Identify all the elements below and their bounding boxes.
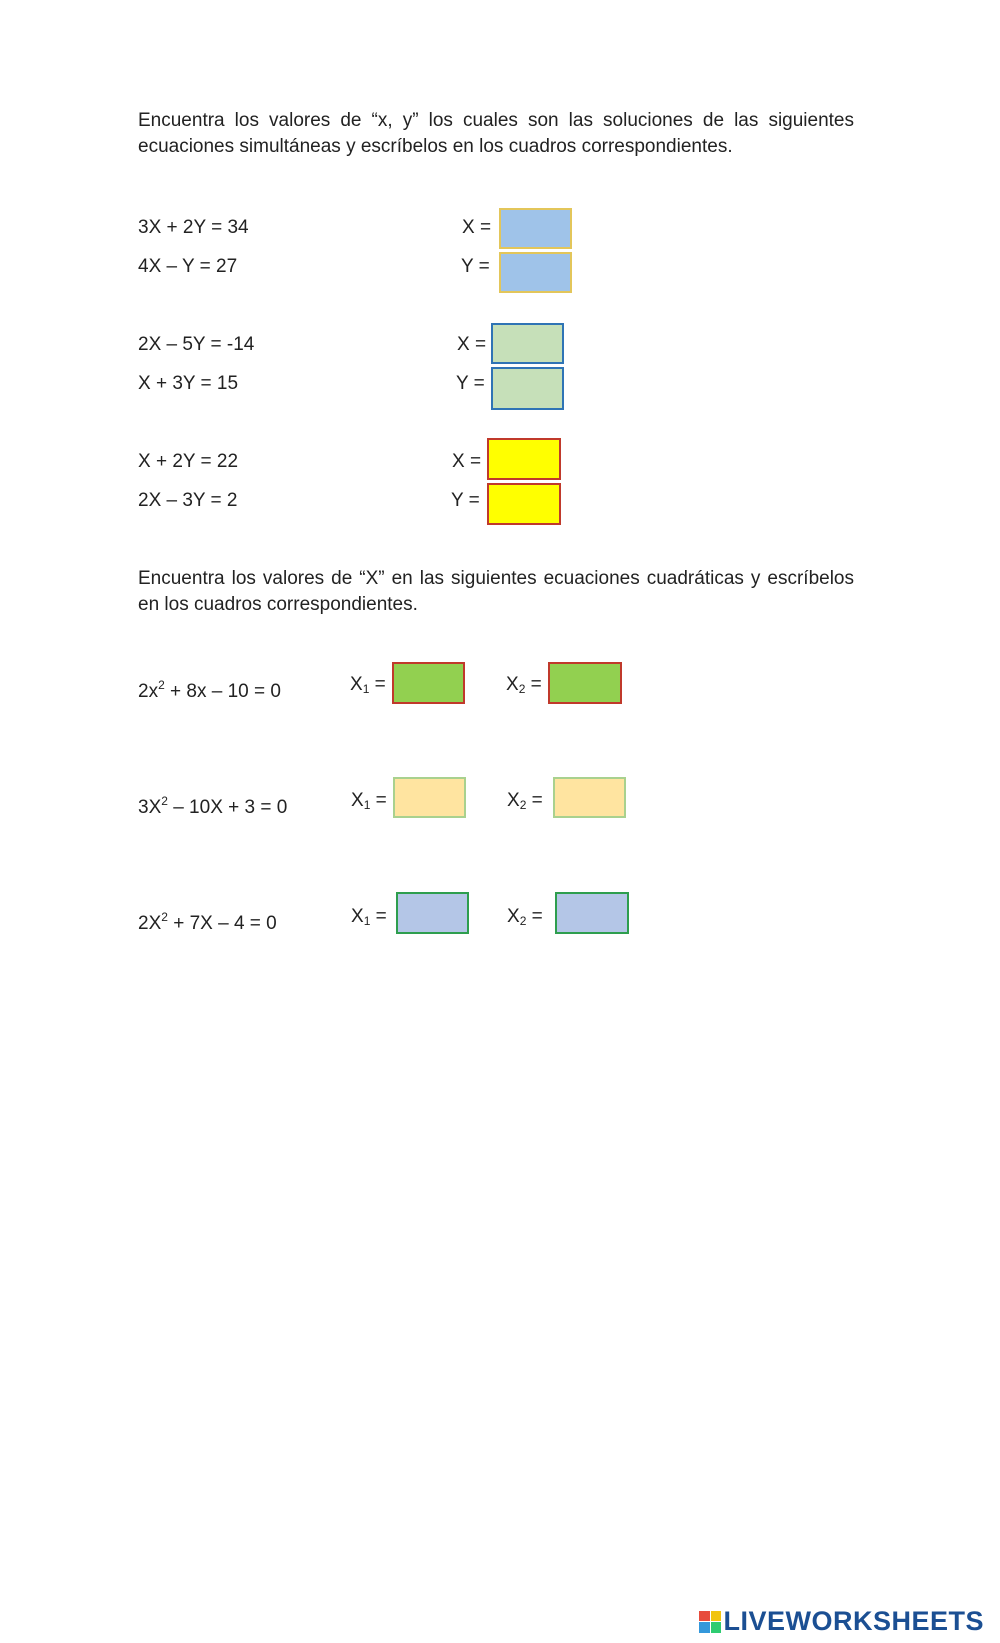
quadratic-equation [138, 905, 277, 936]
instructions-quadratic: Encuentra los valores de “X” en las siguientes ecuaciones cuadráticas y escríbelos en los cuadros correspondientes. [138, 568, 854, 615]
term: – 10X + 3 = 0 [167, 797, 288, 818]
x1-label [351, 789, 387, 817]
answer-box-x1[interactable] [392, 662, 465, 704]
x-base: X [350, 674, 363, 695]
x-label: X = [462, 217, 492, 238]
x2-label [507, 789, 543, 817]
equals-sign: = [525, 674, 542, 695]
equals-sign: = [369, 674, 386, 695]
x-base: X [351, 790, 364, 811]
equation: 2X – 3Y = 2 [138, 490, 238, 511]
exponent: 2 [161, 910, 168, 924]
x1-label [350, 673, 386, 701]
logo-square [699, 1622, 710, 1633]
exponent: 2 [158, 678, 165, 692]
x-label: X = [457, 334, 487, 355]
answer-box-x[interactable] [491, 323, 564, 364]
x1-label [351, 905, 387, 933]
y-label: Y = [461, 256, 490, 277]
equation: X + 2Y = 22 [138, 451, 239, 472]
equals-sign: = [526, 906, 543, 927]
logo-text: LIVEWORKSHEETS [723, 1606, 984, 1636]
instructions-simultaneous: Encuentra los valores de “x, y” los cuales son las soluciones de las siguientes ecuaciones simultáneas y escríbelos en los cuadros correspondientes. [138, 110, 854, 157]
x-base: X [351, 906, 364, 927]
equation: X + 3Y = 15 [138, 373, 239, 394]
liveworksheets-logo [699, 1606, 984, 1637]
x-base: X [507, 790, 520, 811]
equation: 2X – 5Y = -14 [138, 334, 255, 355]
x2-label [507, 905, 543, 933]
logo-square [711, 1611, 722, 1622]
logo-square [711, 1622, 722, 1633]
equals-sign: = [526, 790, 543, 811]
subscript: 2 [518, 682, 526, 696]
quadratic-equation [138, 673, 281, 704]
logo-square [699, 1611, 710, 1622]
answer-box-x1[interactable] [396, 892, 469, 934]
answer-box-y[interactable] [487, 483, 561, 525]
x2-label [506, 673, 542, 701]
y-label: Y = [456, 373, 485, 394]
term: + 7X – 4 = 0 [167, 913, 277, 934]
answer-box-y[interactable] [499, 252, 572, 293]
x-label: X = [452, 451, 482, 472]
answer-box-x[interactable] [499, 208, 572, 249]
y-label: Y = [451, 490, 480, 511]
term: + 8x – 10 = 0 [164, 681, 281, 702]
term: 2X [138, 913, 162, 934]
exponent: 2 [161, 794, 168, 808]
answer-box-x[interactable] [487, 438, 561, 480]
x-base: X [506, 674, 519, 695]
equation: 3X + 2Y = 34 [138, 217, 249, 238]
subscript: 2 [519, 914, 527, 928]
answer-box-y[interactable] [491, 367, 564, 410]
answer-box-x2[interactable] [555, 892, 629, 934]
quadratic-equation [138, 789, 287, 820]
x-base: X [507, 906, 520, 927]
subscript: 2 [519, 798, 527, 812]
subscript: 1 [363, 798, 371, 812]
term: 3X [138, 797, 162, 818]
answer-box-x1[interactable] [393, 777, 466, 818]
equals-sign: = [370, 790, 387, 811]
answer-box-x2[interactable] [548, 662, 622, 704]
subscript: 1 [362, 682, 370, 696]
term: 2x [138, 681, 159, 702]
logo-icon [699, 1611, 721, 1633]
subscript: 1 [363, 914, 371, 928]
equals-sign: = [370, 906, 387, 927]
answer-box-x2[interactable] [553, 777, 626, 818]
equation: 4X – Y = 27 [138, 256, 238, 277]
